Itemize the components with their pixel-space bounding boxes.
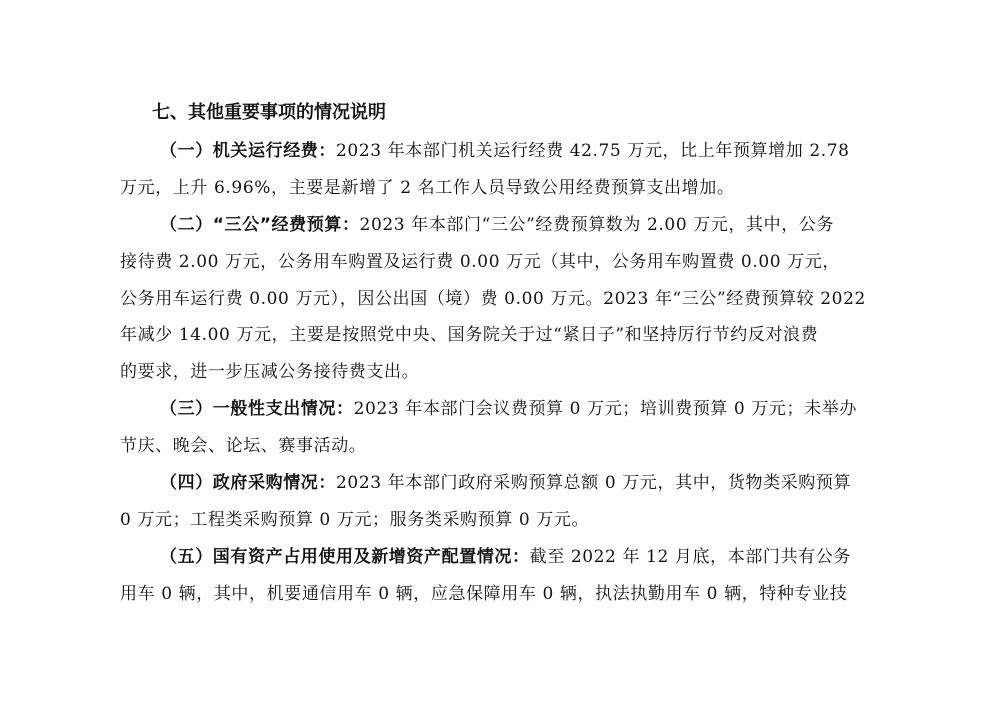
paragraph-3-lead: （三）一般性支出情况： xyxy=(160,399,354,419)
paragraph-3-line-2: 节庆、晚会、论坛、赛事活动。 xyxy=(120,436,367,456)
paragraph-2-text: 2023 年本部门“三公”经费预算数为 2.00 万元，其中，公务 xyxy=(359,215,835,235)
paragraph-4-line-1 xyxy=(160,468,851,498)
paragraph-5-lead: （五）国有资产占用使用及新增资产配置情况： xyxy=(160,547,530,567)
paragraph-1-lead: （一）机关运行经费： xyxy=(160,141,336,161)
paragraph-2-line-2: 接待费 2.00 万元，公务用车购置及运行费 0.00 万元（其中，公务用车购置费 0.00 万元， xyxy=(120,252,840,272)
paragraph-4-line-2: 0 万元；工程类采购预算 0 万元；服务类采购预算 0 万元。 xyxy=(120,510,590,530)
paragraph-1-text: 2023 年本部门机关运行经费 42.75 万元，比上年预算增加 2.78 xyxy=(336,141,850,161)
paragraph-2-line-1 xyxy=(160,210,834,240)
paragraph-4-lead: （四）政府采购情况： xyxy=(160,473,336,493)
paragraph-3-text: 2023 年本部门会议费预算 0 万元；培训费预算 0 万元；未举办 xyxy=(353,399,857,419)
section-heading: 七、其他重要事项的情况说明 xyxy=(152,102,386,123)
paragraph-1-line-2: 万元，上升 6.96%，主要是新增了 2 名工作人员导致公用经费预算支出增加。 xyxy=(120,178,735,198)
paragraph-2-lead: （二）“三公”经费预算： xyxy=(160,215,360,235)
paragraph-2-line-4: 年减少 14.00 万元，主要是按照党中央、国务院关于过“紧日子”和坚持厉行节约反对浪费 xyxy=(120,325,819,345)
paragraph-4-text: 2023 年本部门政府采购预算总额 0 万元，其中，货物类采购预算 xyxy=(336,473,852,493)
paragraph-2-line-3: 公务用车运行费 0.00 万元），因公出国（境）费 0.00 万元。2023 年“三公”经费预算较 2022 xyxy=(120,289,866,309)
paragraph-2-line-5: 的要求，进一步压减公务接待费支出。 xyxy=(120,362,420,382)
paragraph-1-line-1 xyxy=(160,136,850,166)
paragraph-3-line-1 xyxy=(160,394,857,424)
paragraph-5-text: 截至 2022 年 12 月底，本部门共有公务 xyxy=(529,547,851,567)
paragraph-5-line-1 xyxy=(160,542,851,572)
paragraph-5-line-2: 用车 0 辆，其中，机要通信用车 0 辆，应急保障用车 0 辆，执法执勤用车 0 辆，特种专业技 xyxy=(120,584,848,604)
